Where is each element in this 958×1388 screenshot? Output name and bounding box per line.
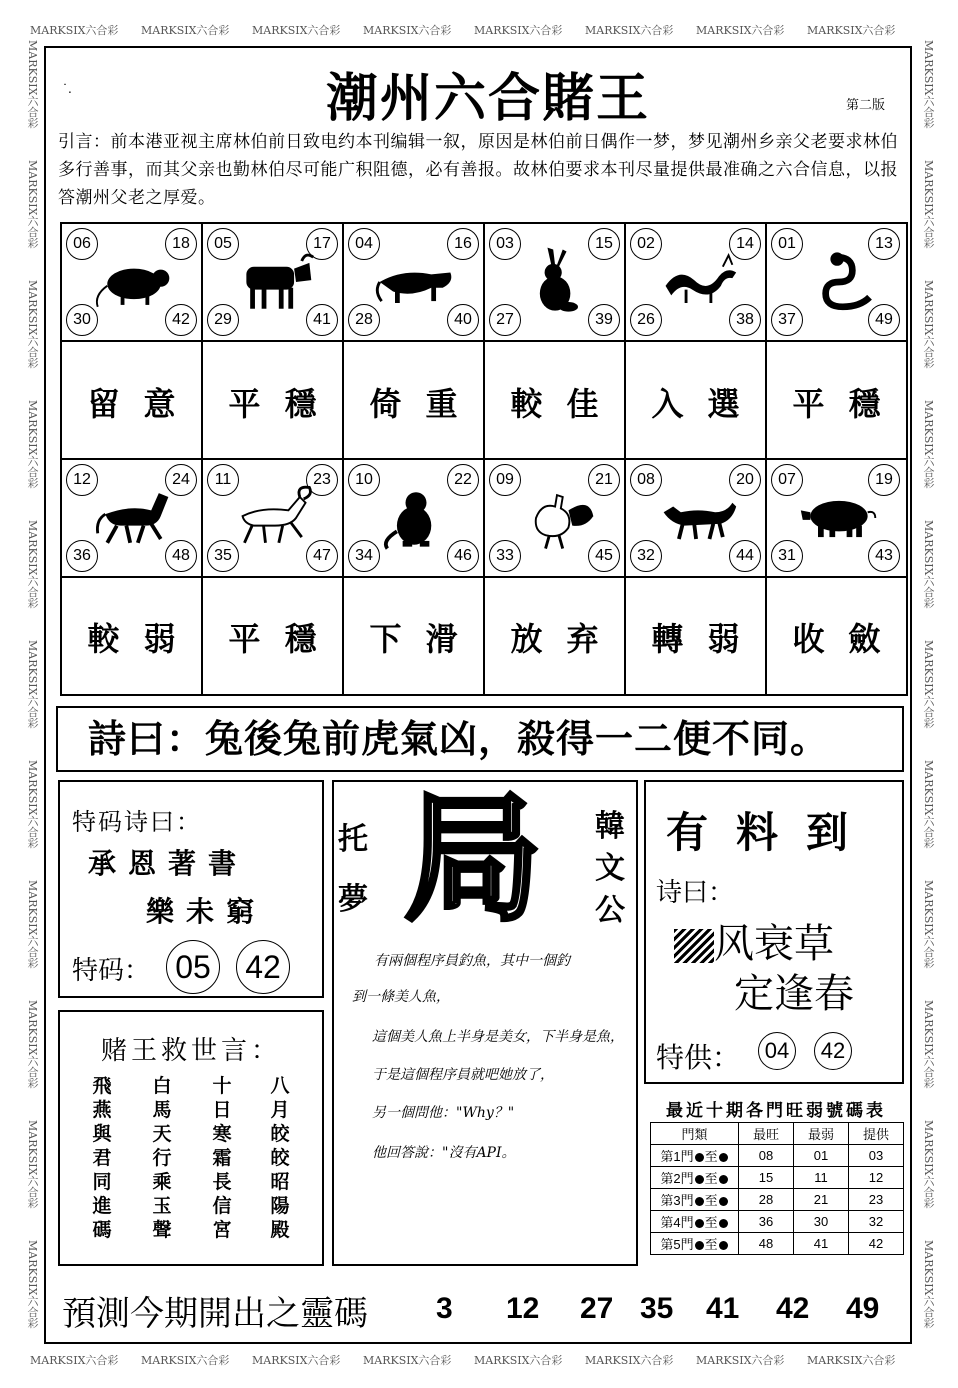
stats-table bbox=[650, 1122, 904, 1255]
gate-cell bbox=[651, 1189, 739, 1211]
zodiac-phrase: 收斂 bbox=[792, 620, 905, 658]
zodiac-cell bbox=[344, 224, 485, 342]
story-line: 這個美人魚上半身是美女，下半身是魚， bbox=[372, 1029, 624, 1045]
zodiac-number: 05 bbox=[207, 228, 239, 260]
zodiac-cell bbox=[626, 460, 767, 578]
story-line: 另一個問他："Why？" bbox=[372, 1105, 515, 1121]
watermark-text: MARKSIX六合彩 bbox=[30, 1354, 119, 1367]
youliao-box bbox=[644, 780, 904, 1084]
prediction-label: 預測今期開出之靈碼 bbox=[62, 1294, 368, 1334]
zodiac-number: 08 bbox=[630, 464, 662, 496]
watermark-text: MARKSIX六合彩 bbox=[922, 880, 935, 969]
watermark-text: MARKSIX六合彩 bbox=[26, 280, 39, 369]
dog-icon bbox=[656, 482, 740, 554]
gate-label: 第1門 bbox=[660, 1149, 694, 1164]
zodiac-number: 35 bbox=[207, 540, 239, 572]
zodiac-number: 21 bbox=[588, 464, 620, 496]
zodiac-phrase: 較弱 bbox=[87, 620, 200, 658]
watermark-text: MARKSIX六合彩 bbox=[922, 760, 935, 849]
watermark-text: MARKSIX六合彩 bbox=[922, 1000, 935, 1089]
zodiac-number: 19 bbox=[868, 464, 900, 496]
zodiac-phrase-cell bbox=[203, 578, 344, 694]
zodiac-number: 42 bbox=[165, 304, 197, 336]
zodiac-cell bbox=[62, 224, 203, 342]
gate-range: 至 bbox=[704, 1193, 718, 1208]
hot-number: 15 bbox=[739, 1167, 794, 1189]
watermark-text: MARKSIX六合彩 bbox=[141, 24, 230, 37]
zodiac-number: 32 bbox=[630, 540, 662, 572]
zodiac-phrase-cell bbox=[62, 578, 203, 694]
supply-number: 42 bbox=[814, 1032, 852, 1070]
zodiac-number: 22 bbox=[447, 464, 479, 496]
zodiac-cell bbox=[485, 224, 626, 342]
zodiac-number: 10 bbox=[348, 464, 380, 496]
youliao-line2: 定逢春 bbox=[734, 971, 854, 1017]
watermark-left bbox=[22, 40, 40, 1350]
zodiac-number: 11 bbox=[207, 464, 239, 496]
watermark-top bbox=[30, 22, 920, 40]
dot-icon bbox=[719, 1175, 728, 1184]
zodiac-phrase-cell bbox=[485, 578, 626, 694]
dot-icon bbox=[695, 1153, 704, 1162]
poem-bar: 詩曰：兔後兔前虎氣凶，殺得一二便不同。 bbox=[56, 706, 904, 772]
zodiac-cell bbox=[767, 460, 906, 578]
dream-tuo: 托 bbox=[338, 822, 368, 857]
gate-range: 至 bbox=[704, 1171, 718, 1186]
hot-number: 28 bbox=[739, 1189, 794, 1211]
watermark-text: MARKSIX六合彩 bbox=[26, 1240, 39, 1329]
rooster-icon bbox=[515, 482, 599, 554]
story-line: 到一條美人魚， bbox=[352, 989, 450, 1005]
offer-number: 42 bbox=[849, 1233, 904, 1255]
zodiac-phrase: 平穩 bbox=[228, 385, 341, 423]
zodiac-phrase-cell bbox=[767, 342, 906, 460]
snake-icon bbox=[797, 246, 881, 318]
cold-number: 30 bbox=[794, 1211, 849, 1233]
zodiac-phrase: 下滑 bbox=[369, 620, 482, 658]
watermark-text: MARKSIX六合彩 bbox=[26, 1000, 39, 1089]
zodiac-cell bbox=[344, 460, 485, 578]
stats-row bbox=[651, 1145, 904, 1167]
zodiac-number: 09 bbox=[489, 464, 521, 496]
offer-number: 12 bbox=[849, 1167, 904, 1189]
watermark-text: MARKSIX六合彩 bbox=[585, 1354, 674, 1367]
offer-number: 03 bbox=[849, 1145, 904, 1167]
pig-icon bbox=[797, 482, 881, 554]
watermark-text: MARKSIX六合彩 bbox=[26, 880, 39, 969]
dragon-icon bbox=[656, 246, 740, 318]
watermark-text: MARKSIX六合彩 bbox=[922, 640, 935, 729]
zodiac-number: 48 bbox=[165, 540, 197, 572]
stats-header: 提供 bbox=[849, 1123, 904, 1145]
saying-column: 八月皎皎昭陽殿 bbox=[270, 1075, 290, 1241]
dot-icon bbox=[695, 1241, 704, 1250]
zodiac-number: 28 bbox=[348, 304, 380, 336]
offer-number: 23 bbox=[849, 1189, 904, 1211]
hot-number: 08 bbox=[739, 1145, 794, 1167]
zodiac-number: 23 bbox=[306, 464, 338, 496]
zodiac-phrase: 倚重 bbox=[369, 385, 482, 423]
watermark-text: MARKSIX六合彩 bbox=[30, 24, 119, 37]
watermark-text: MARKSIX六合彩 bbox=[922, 280, 935, 369]
special-code-number: 42 bbox=[236, 940, 290, 994]
zodiac-phrase-cell bbox=[344, 342, 485, 460]
zodiac-grid bbox=[60, 222, 908, 696]
rat-icon bbox=[92, 246, 176, 318]
dream-meng: 夢 bbox=[338, 882, 368, 917]
watermark-text: MARKSIX六合彩 bbox=[26, 160, 39, 249]
saying-title: 赌王救世言： bbox=[100, 1036, 281, 1066]
han-wen-gong-char: 韓 bbox=[595, 809, 625, 844]
watermark-text: MARKSIX六合彩 bbox=[252, 24, 341, 37]
prediction-number: 27 bbox=[580, 1292, 614, 1325]
saying-column: 飛燕與君同進碼 bbox=[92, 1075, 112, 1241]
zodiac-phrase-cell bbox=[626, 342, 767, 460]
story-line: 有兩個程序員釣魚，其中一個釣 bbox=[374, 953, 570, 969]
watermark-text: MARKSIX六合彩 bbox=[252, 1354, 341, 1367]
saying-column: 白馬天行乘玉聲 bbox=[152, 1075, 172, 1241]
zodiac-number: 49 bbox=[868, 304, 900, 336]
youliao-line1: 风衰草 bbox=[714, 921, 834, 967]
zodiac-number: 04 bbox=[348, 228, 380, 260]
watermark-text: MARKSIX六合彩 bbox=[26, 520, 39, 609]
hot-number: 36 bbox=[739, 1211, 794, 1233]
zodiac-phrase: 轉弱 bbox=[651, 620, 764, 658]
hot-number: 48 bbox=[739, 1233, 794, 1255]
special-poem-line2: 樂未窮 bbox=[146, 895, 267, 928]
goat-icon bbox=[233, 482, 317, 554]
dot-icon bbox=[719, 1241, 728, 1250]
zodiac-number: 29 bbox=[207, 304, 239, 336]
ox-icon bbox=[233, 246, 317, 318]
zodiac-number: 17 bbox=[306, 228, 338, 260]
dream-box bbox=[332, 780, 638, 1266]
watermark-text: MARKSIX六合彩 bbox=[26, 400, 39, 489]
zodiac-number: 36 bbox=[66, 540, 98, 572]
watermark-text: MARKSIX六合彩 bbox=[585, 24, 674, 37]
zodiac-number: 20 bbox=[729, 464, 761, 496]
watermark-right bbox=[918, 40, 936, 1350]
watermark-text: MARKSIX六合彩 bbox=[922, 1240, 935, 1329]
prediction-number: 42 bbox=[776, 1292, 810, 1325]
zodiac-number: 24 bbox=[165, 464, 197, 496]
gate-cell bbox=[651, 1145, 739, 1167]
dot-icon bbox=[695, 1219, 704, 1228]
gate-range: 至 bbox=[704, 1215, 718, 1230]
zodiac-phrase-cell bbox=[767, 578, 906, 694]
gate-range: 至 bbox=[704, 1149, 718, 1164]
saying-column: 十日寒霜長信宮 bbox=[212, 1075, 232, 1241]
watermark-text: MARKSIX六合彩 bbox=[922, 1120, 935, 1209]
watermark-text: MARKSIX六合彩 bbox=[474, 1354, 563, 1367]
watermark-text: MARKSIX六合彩 bbox=[807, 24, 896, 37]
stats-header: 最弱 bbox=[794, 1123, 849, 1145]
supply-label: 特供： bbox=[656, 1041, 741, 1074]
zodiac-number: 26 bbox=[630, 304, 662, 336]
offer-number: 32 bbox=[849, 1211, 904, 1233]
zodiac-phrase: 平穩 bbox=[792, 385, 905, 423]
gate-cell bbox=[651, 1233, 739, 1255]
zodiac-number: 02 bbox=[630, 228, 662, 260]
intro-text: 引言：前本港亚视主席林伯前日致电约本刊编辑一叙，原因是林伯前日偶作一梦，梦见潮州乡亲父老要求林伯多行善事，而其父亲也勤林伯尽可能广积阻德，必有善报。故林伯要求本刊尽量提供最准确之六合信息，以报答潮州父老之厚爱。 bbox=[58, 132, 898, 208]
zodiac-number: 13 bbox=[868, 228, 900, 260]
zodiac-number: 33 bbox=[489, 540, 521, 572]
watermark-text: MARKSIX六合彩 bbox=[474, 24, 563, 37]
zodiac-number: 27 bbox=[489, 304, 521, 336]
zodiac-phrase: 較佳 bbox=[510, 385, 623, 423]
dot-icon bbox=[695, 1175, 704, 1184]
stats-header: 最旺 bbox=[739, 1123, 794, 1145]
gate-cell bbox=[651, 1167, 739, 1189]
rabbit-icon bbox=[515, 246, 599, 318]
watermark-text: MARKSIX六合彩 bbox=[696, 24, 785, 37]
zodiac-number: 03 bbox=[489, 228, 521, 260]
watermark-text: MARKSIX六合彩 bbox=[26, 40, 39, 129]
stats-row bbox=[651, 1189, 904, 1211]
edition-label: 第二版 bbox=[846, 98, 886, 113]
cold-number: 41 bbox=[794, 1233, 849, 1255]
zodiac-phrase-cell bbox=[485, 342, 626, 460]
story-line: 他回答說："沒有API。 bbox=[372, 1145, 516, 1161]
zodiac-phrase: 入選 bbox=[651, 385, 764, 423]
zodiac-phrase: 留意 bbox=[87, 385, 200, 423]
youliao-line1-wrap bbox=[674, 912, 834, 969]
zodiac-number: 38 bbox=[729, 304, 761, 336]
watermark-text: MARKSIX六合彩 bbox=[363, 24, 452, 37]
special-poem-label: 特码诗曰： bbox=[72, 808, 202, 836]
scribble-mark bbox=[674, 929, 714, 963]
cold-number: 11 bbox=[794, 1167, 849, 1189]
gate-label: 第2門 bbox=[660, 1171, 694, 1186]
han-wen-gong-char: 公 bbox=[595, 893, 625, 928]
watermark-text: MARKSIX六合彩 bbox=[363, 1354, 452, 1367]
monkey-icon bbox=[374, 482, 458, 554]
zodiac-number: 15 bbox=[588, 228, 620, 260]
zodiac-number: 31 bbox=[771, 540, 803, 572]
zodiac-number: 07 bbox=[771, 464, 803, 496]
dot-icon bbox=[719, 1197, 728, 1206]
zodiac-cell bbox=[485, 460, 626, 578]
gate-label: 第3門 bbox=[660, 1193, 694, 1208]
stats-title: 最近十期各門旺弱號碼表 bbox=[666, 1101, 886, 1121]
zodiac-phrase-cell bbox=[62, 342, 203, 460]
dot-icon bbox=[719, 1219, 728, 1228]
prediction-number: 3 bbox=[436, 1292, 453, 1325]
watermark-text: MARKSIX六合彩 bbox=[922, 520, 935, 609]
watermark-text: MARKSIX六合彩 bbox=[141, 1354, 230, 1367]
tiger-icon bbox=[374, 246, 458, 318]
prediction-number: 41 bbox=[706, 1292, 740, 1325]
zodiac-phrase: 放弃 bbox=[510, 620, 623, 658]
zodiac-phrase: 平穩 bbox=[228, 620, 341, 658]
zodiac-number: 40 bbox=[447, 304, 479, 336]
zodiac-number: 43 bbox=[868, 540, 900, 572]
zodiac-cell bbox=[203, 224, 344, 342]
zodiac-cell bbox=[62, 460, 203, 578]
prediction-number: 49 bbox=[846, 1292, 880, 1325]
stats-header-row bbox=[651, 1123, 904, 1145]
watermark-bottom bbox=[30, 1352, 920, 1370]
zodiac-phrase-cell bbox=[203, 342, 344, 460]
zodiac-number: 41 bbox=[306, 304, 338, 336]
zodiac-number: 39 bbox=[588, 304, 620, 336]
zodiac-number: 45 bbox=[588, 540, 620, 572]
youliao-poem-label: 诗曰： bbox=[656, 878, 735, 908]
watermark-text: MARKSIX六合彩 bbox=[807, 1354, 896, 1367]
corner-mark: ˙. bbox=[62, 82, 72, 96]
zodiac-number: 46 bbox=[447, 540, 479, 572]
watermark-text: MARKSIX六合彩 bbox=[922, 40, 935, 129]
han-wen-gong bbox=[590, 806, 630, 932]
watermark-text: MARKSIX六合彩 bbox=[26, 1120, 39, 1209]
watermark-text: MARKSIX六合彩 bbox=[26, 760, 39, 849]
gate-label: 第4門 bbox=[660, 1215, 694, 1230]
cold-number: 01 bbox=[794, 1145, 849, 1167]
zodiac-number: 01 bbox=[771, 228, 803, 260]
han-wen-gong-char: 文 bbox=[595, 851, 625, 886]
gate-cell bbox=[651, 1211, 739, 1233]
stats-row bbox=[651, 1233, 904, 1255]
watermark-text: MARKSIX六合彩 bbox=[922, 400, 935, 489]
story-line: 于是這個程序員就吧她放了， bbox=[372, 1067, 554, 1083]
zodiac-cell bbox=[767, 224, 906, 342]
stats-header: 門類 bbox=[651, 1123, 739, 1145]
zodiac-cell bbox=[203, 460, 344, 578]
zodiac-number: 30 bbox=[66, 304, 98, 336]
gate-range: 至 bbox=[704, 1237, 718, 1252]
prediction-number: 12 bbox=[506, 1292, 540, 1325]
special-poem-box bbox=[58, 780, 324, 998]
special-code-number: 05 bbox=[166, 940, 220, 994]
zodiac-number: 06 bbox=[66, 228, 98, 260]
watermark-text: MARKSIX六合彩 bbox=[696, 1354, 785, 1367]
zodiac-number: 44 bbox=[729, 540, 761, 572]
watermark-text: MARKSIX六合彩 bbox=[922, 160, 935, 249]
dream-ju-glyph: 局 bbox=[404, 779, 543, 940]
zodiac-number: 16 bbox=[447, 228, 479, 260]
saying-box bbox=[58, 1010, 324, 1266]
zodiac-number: 12 bbox=[66, 464, 98, 496]
dot-icon bbox=[719, 1153, 728, 1162]
zodiac-cell bbox=[626, 224, 767, 342]
dot-icon bbox=[695, 1197, 704, 1206]
youliao-title: 有料到 bbox=[666, 808, 877, 857]
zodiac-phrase-cell bbox=[344, 578, 485, 694]
zodiac-number: 47 bbox=[306, 540, 338, 572]
zodiac-number: 37 bbox=[771, 304, 803, 336]
stats-row bbox=[651, 1167, 904, 1189]
supply-number: 04 bbox=[758, 1032, 796, 1070]
watermark-text: MARKSIX六合彩 bbox=[26, 640, 39, 729]
zodiac-number: 18 bbox=[165, 228, 197, 260]
page-title: 潮州六合賭王 bbox=[326, 68, 651, 129]
zodiac-number: 34 bbox=[348, 540, 380, 572]
zodiac-number: 14 bbox=[729, 228, 761, 260]
stats-row bbox=[651, 1211, 904, 1233]
cold-number: 21 bbox=[794, 1189, 849, 1211]
prediction-number: 35 bbox=[640, 1292, 674, 1325]
special-code-label: 特码： bbox=[72, 956, 151, 986]
horse-icon bbox=[92, 482, 176, 554]
gate-label: 第5門 bbox=[660, 1237, 694, 1252]
special-poem-line1: 承恩著書 bbox=[88, 847, 249, 880]
zodiac-phrase-cell bbox=[626, 578, 767, 694]
